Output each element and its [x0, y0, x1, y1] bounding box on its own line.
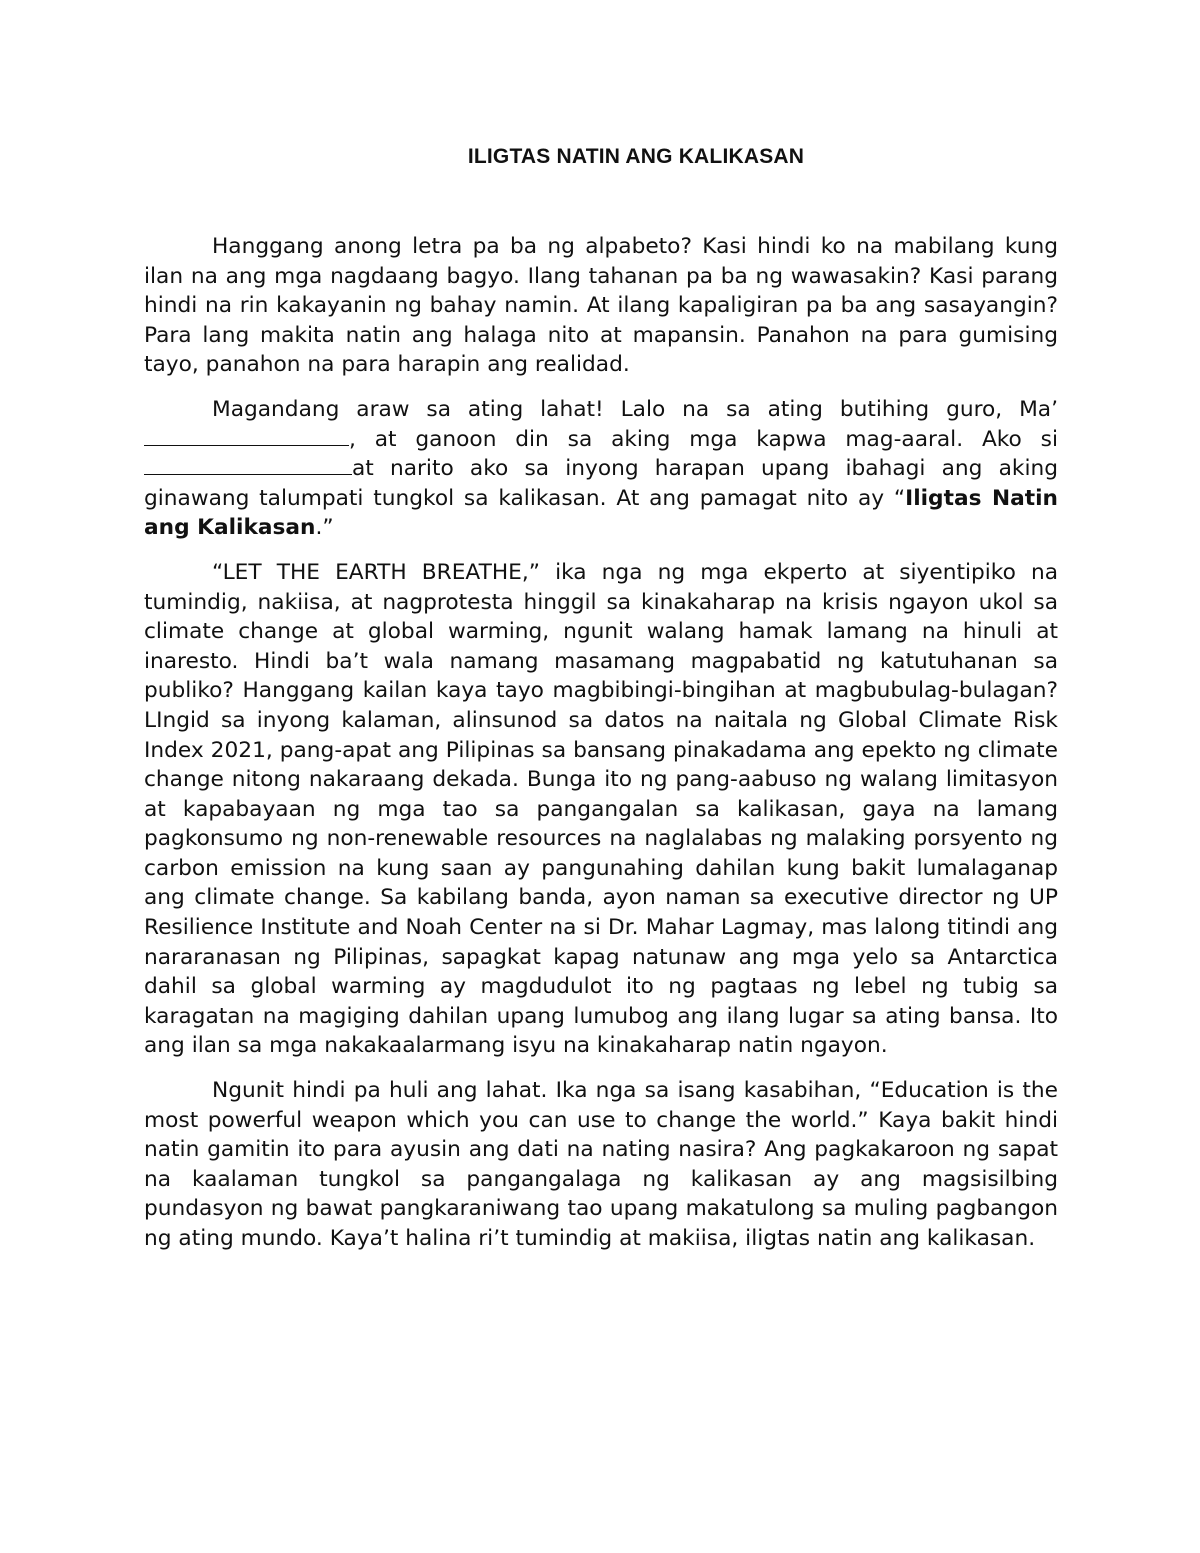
greeting-text-4: .”	[315, 515, 334, 541]
greeting-text-3: at narito ako sa inyong harapan upang ibahagi ang aking ginawang talumpati tungkol sa kalikasan. At ang pamagat nito ay “	[144, 456, 1058, 511]
document-title: ILIGTAS NATIN ANG KALIKASAN	[467, 145, 805, 168]
speech-title-bold: Iligtas Natin ang Kalikasan	[144, 485, 1058, 541]
paragraph-climate-crisis: “LET THE EARTH BREATHE,” ika nga ng mga ekperto at siyentipiko na tumindig, nakiisa, at nagprotesta hinggil sa kinakaharap na krisis ngayon ukol sa climate change at global warming, ngunit walang hamak lamang na hinuli at inaresto. Hindi ba’t wala namang masamang magpabatid ng katutuhanan sa publiko? Hanggang kailan kaya tayo magbibingi-bingihan at magbubulag-bulagan? LIngid sa inyong kalaman, alinsunod sa datos na naitala ng Global Climate Risk Index 2021, pang-apat ang Pilipinas sa bansang pinakadama ang epekto ng climate change nitong nakaraang dekada. Bunga ito ng pang-aabuso ng walang limitasyon at kapabayaan ng mga tao sa pangangalan sa kalikasan, gaya na lamang pagkonsumo ng non-renewable resources na naglalabas ng malaking porsyento ng carbon emission na kung saan ay pangunahing dahilan kung bakit lumalaganap ang climate change. Sa kabilang banda, ayon naman sa executive director ng UP Resilience Institute and Noah Center na si Dr. Mahar Lagmay, mas lalong titindi ang nararanasan ng Pilipinas, sapagkat kapag natunaw ang mga yelo sa Antarctica dahil sa global warming ay magdudulot ito ng pagtaas ng lebel ng tubig sa karagatan na magiging dahilan upang lumubog ang ilang lugar sa ating bansa. Ito ang ilan sa mga nakakaalarmang isyu na kinakaharap natin ngayon.	[144, 559, 1058, 1059]
document-body	[144, 232, 1058, 1269]
greeting-text-1: Magandang araw sa ating lahat! Lalo na sa ating butihing guro, Ma’	[212, 396, 1058, 422]
paragraph-conclusion: Ngunit hindi pa huli ang lahat. Ika nga sa isang kasabihan, “Education is the most powerful weapon which you can use to change the world.” Kaya bakit hindi natin gamitin ito para ayusin ang dati na nating nasira? Ang pagkakaroon ng sapat na kaalaman tungkol sa pangangalaga ng kalikasan ay ang magsisilbing pundasyon ng bawat pangkaraniwang tao upang makatulong sa muling pagbangon ng ating mundo. Kaya’t halina ri’t tumindig at makiisa, iligtas natin ang kalikasan.	[144, 1078, 1058, 1251]
teacher-name-blank	[144, 425, 349, 446]
paragraph-greeting	[144, 395, 1058, 543]
speaker-name-blank	[144, 454, 352, 475]
greeting-text-2: , at ganoon din sa aking mga kapwa mag-aaral. Ako si	[349, 426, 1058, 452]
paragraph-intro: Hanggang anong letra pa ba ng alpabeto? Kasi hindi ko na mabilang kung ilan na ang mga nagdaang bagyo. Ilang tahanan pa ba ng wawasakin? Kasi parang hindi na rin kakayanin ng bahay namin. At ilang kapaligiran pa ba ang sasayangin? Para lang makita natin ang halaga nito at mapansin. Panahon na para gumising tayo, panahon na para harapin ang realidad.	[144, 234, 1058, 378]
